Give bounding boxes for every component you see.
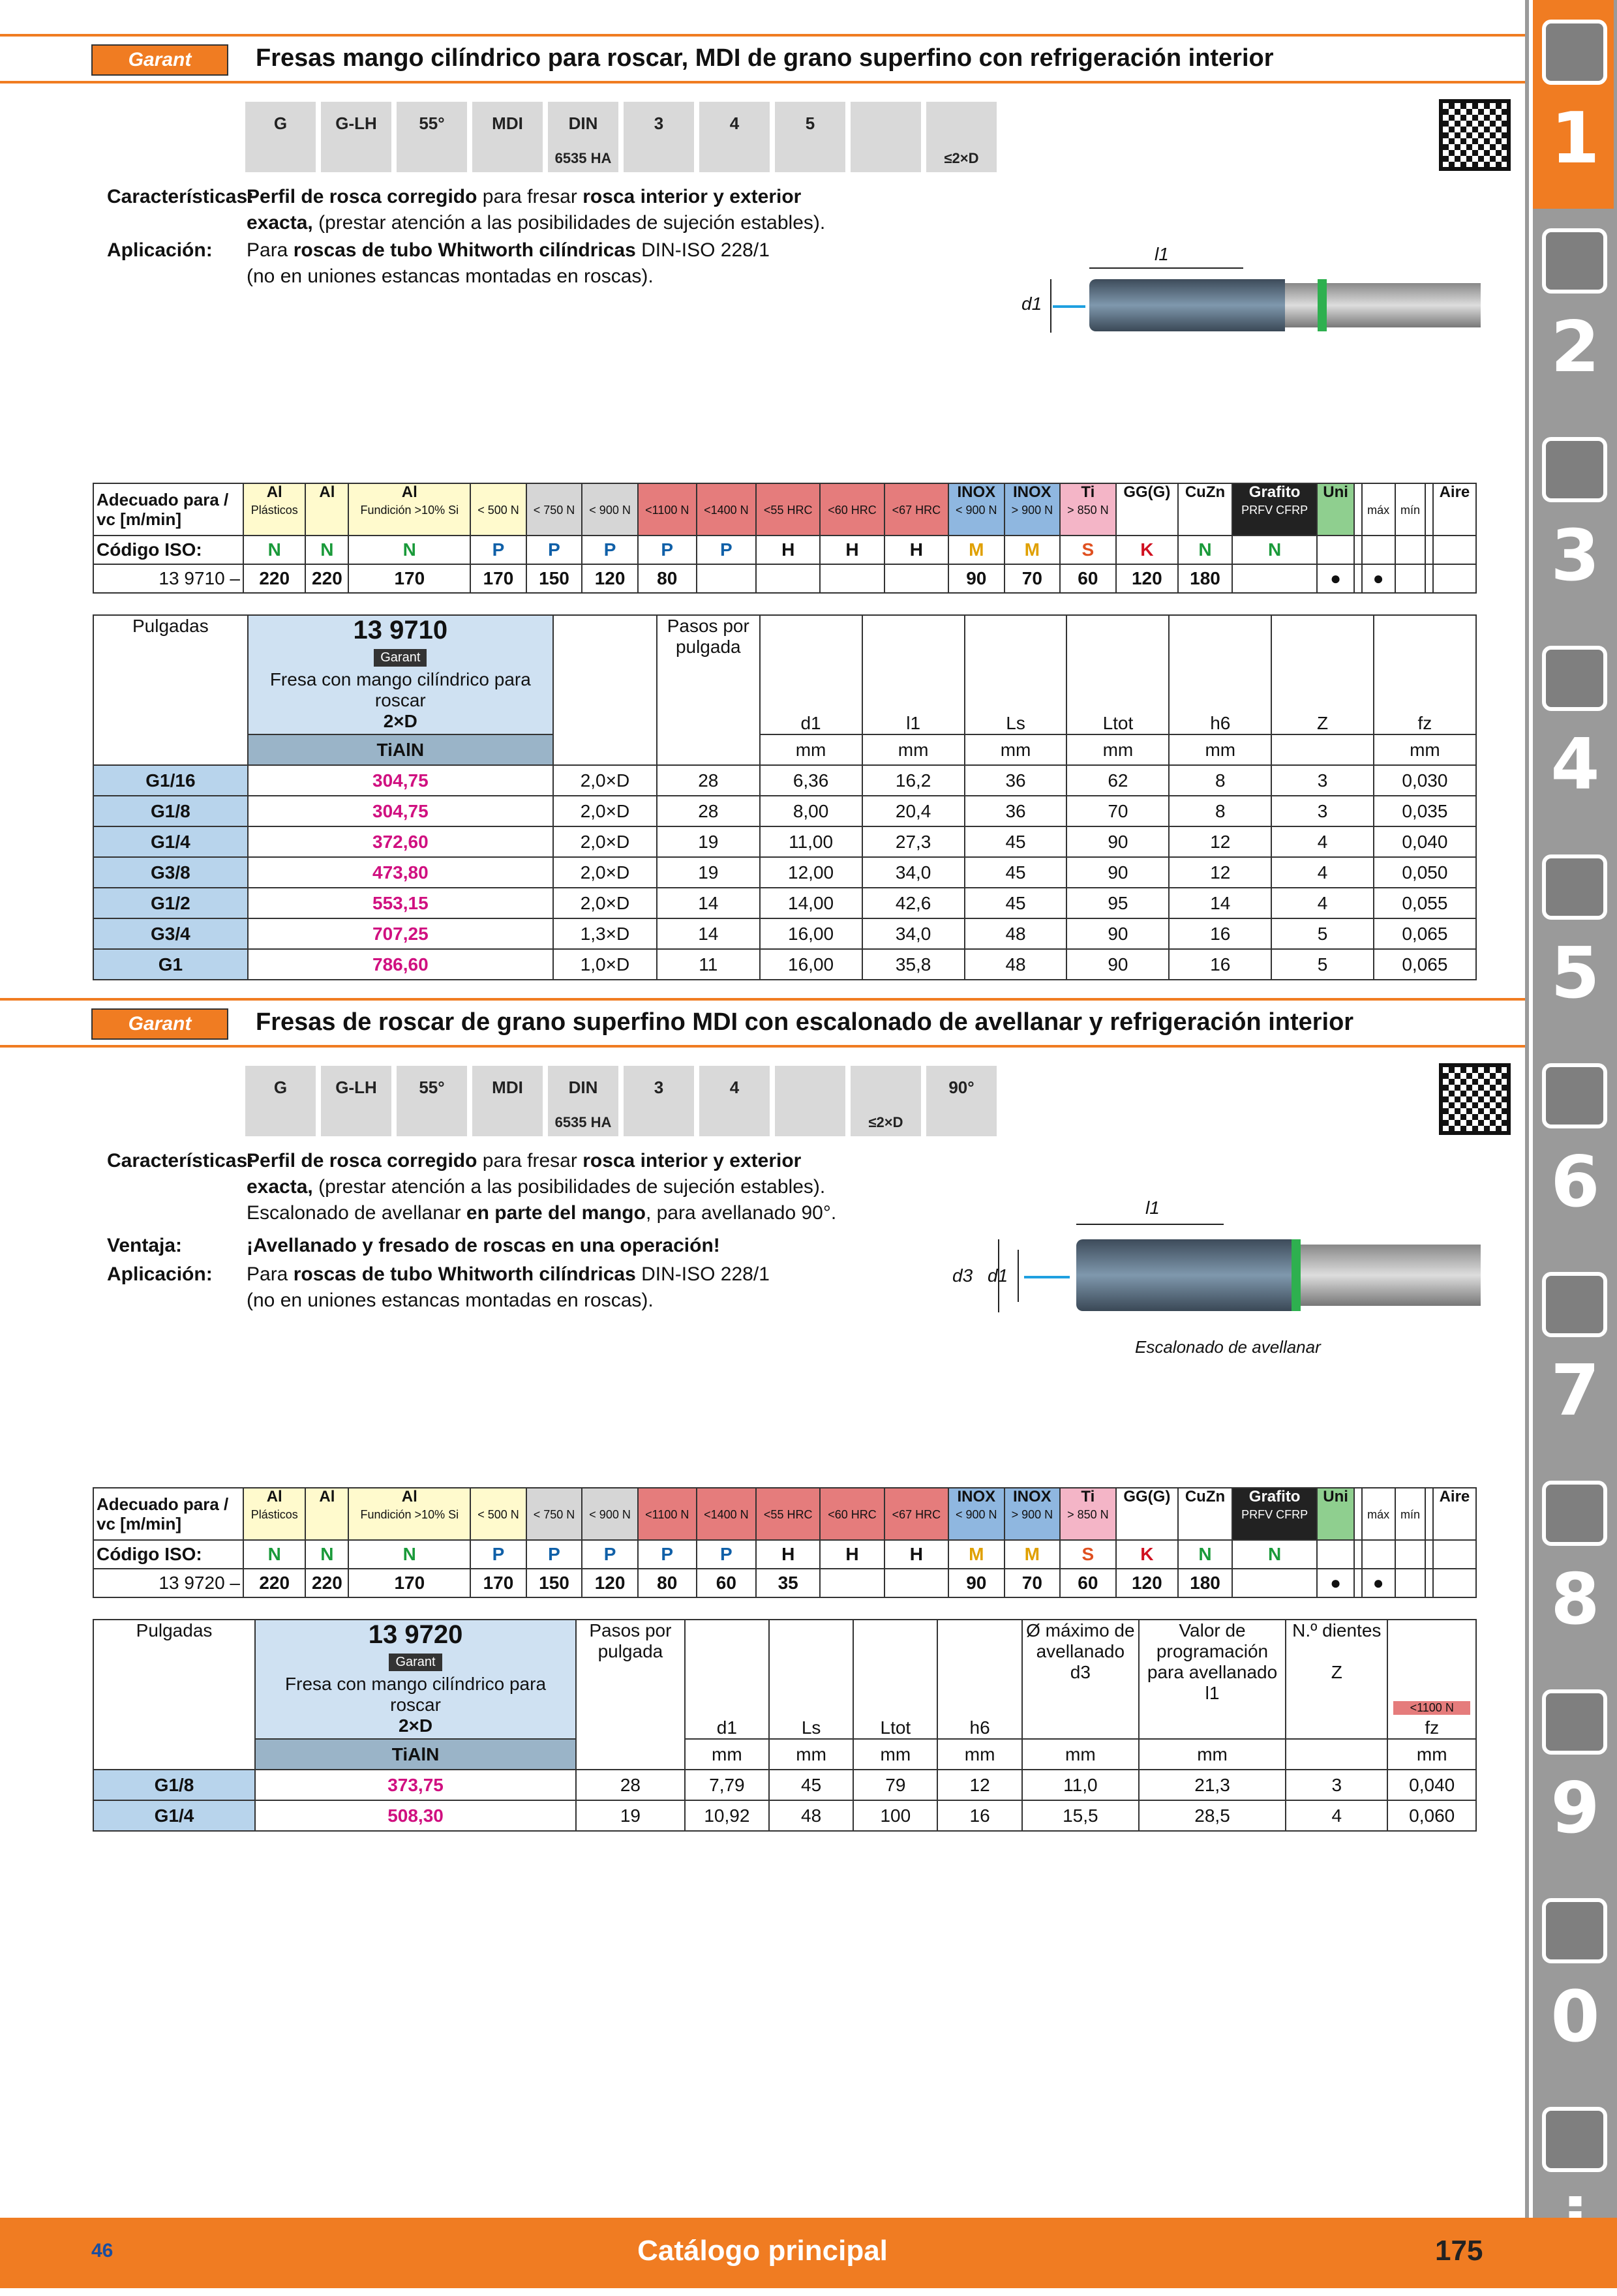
symbol-label: DIN bbox=[568, 113, 598, 133]
thread-icon bbox=[553, 615, 657, 765]
iso-code bbox=[1433, 536, 1476, 564]
garant-logo: Garant bbox=[91, 1008, 228, 1040]
article-code: 13 9720 – bbox=[93, 1569, 243, 1597]
material-col: Al Fundición >10% Si bbox=[348, 483, 470, 536]
material-table-2 bbox=[93, 1487, 1477, 1598]
material-col: CuZn bbox=[1178, 1488, 1232, 1540]
cutting-speed bbox=[1395, 1569, 1426, 1597]
symbol-sublabel: ≤2×D bbox=[868, 1114, 903, 1130]
dim-d1-1: d1 bbox=[1021, 294, 1042, 314]
symbol-label: G bbox=[273, 113, 288, 133]
iso-code bbox=[1395, 1540, 1426, 1569]
property-symbol bbox=[624, 1066, 694, 1136]
article-header: 13 9720 Garant Fresa con mango cilíndrico para roscar 2×D bbox=[255, 1620, 576, 1739]
chapter-number: 0 bbox=[1550, 1976, 1600, 2058]
material-col: < 900 N bbox=[582, 483, 638, 536]
iso-code: N bbox=[1232, 1540, 1317, 1569]
col-head: fz bbox=[1374, 615, 1476, 734]
info-icon bbox=[1542, 2107, 1607, 2172]
unit: mm bbox=[1139, 1739, 1286, 1770]
pliers-icon bbox=[1542, 1272, 1607, 1337]
col-head: l1 bbox=[862, 615, 965, 734]
table-row: G1/4 372,60 2,0×D 19 11,00 27,3 45 90 12 4 0,040 bbox=[93, 826, 1476, 857]
property-symbol bbox=[926, 1066, 997, 1136]
table-row: G1 786,60 1,0×D 11 16,00 35,8 48 90 16 5 0,065 bbox=[93, 949, 1476, 980]
cutting-speed bbox=[756, 564, 820, 593]
chapter-number: 6 bbox=[1550, 1141, 1600, 1223]
col-inches: Pulgadas bbox=[93, 1620, 255, 1770]
col-head: Ltot bbox=[853, 1620, 937, 1739]
iso-code bbox=[1425, 1540, 1433, 1569]
material-col: CuZn bbox=[1178, 483, 1232, 536]
symbol-label: 55° bbox=[419, 1078, 445, 1097]
cutting-speed bbox=[1425, 564, 1433, 593]
col-pitch: Pasos por pulgada bbox=[576, 1620, 685, 1770]
unit: mm bbox=[760, 734, 862, 765]
iso-code: N bbox=[348, 536, 470, 564]
table-row: G3/8 473,80 2,0×D 19 12,00 34,0 45 90 12 4 0,050 bbox=[93, 857, 1476, 888]
cutting-speed: 60 bbox=[1060, 564, 1116, 593]
chapter-tab-7[interactable] bbox=[1529, 1461, 1614, 1670]
cutting-speed: ● bbox=[1362, 564, 1395, 593]
material-col: Aire bbox=[1433, 1488, 1476, 1540]
cutting-speed: 150 bbox=[526, 1569, 582, 1597]
qr-code-1[interactable] bbox=[1439, 99, 1511, 171]
symbol-label: DIN bbox=[568, 1078, 598, 1097]
cutting-speed bbox=[1354, 564, 1362, 593]
product-table-2 bbox=[93, 1619, 1477, 1832]
dim-l1-1: l1 bbox=[1155, 244, 1169, 264]
property-symbol bbox=[472, 102, 543, 172]
iso-code: N bbox=[1178, 536, 1232, 564]
cutting-speed: 90 bbox=[948, 1569, 1005, 1597]
col-head: d1 bbox=[760, 615, 862, 734]
iso-code: P bbox=[470, 1540, 526, 1569]
chapter-number: 1 bbox=[1550, 98, 1600, 179]
step-caption: Escalonado de avellanar bbox=[1135, 1337, 1321, 1357]
cutting-speed: 70 bbox=[1005, 564, 1061, 593]
chapter-tab-0[interactable] bbox=[1529, 0, 1614, 209]
iso-code: N bbox=[305, 1540, 348, 1569]
iso-code bbox=[1395, 536, 1426, 564]
cutting-speed: 220 bbox=[305, 1569, 348, 1597]
iso-code: M bbox=[1005, 536, 1061, 564]
unit bbox=[1286, 1739, 1387, 1770]
tool-image-1 bbox=[1089, 279, 1481, 331]
cutting-speed: 60 bbox=[697, 1569, 756, 1597]
property-symbol bbox=[321, 102, 391, 172]
iso-code: K bbox=[1116, 1540, 1178, 1569]
material-col: <60 HRC bbox=[820, 1488, 884, 1540]
section-title-2: Fresas de roscar de grano superfino MDI con escalonado de avellanar y refrigeración interior bbox=[256, 1008, 1354, 1036]
chapter-number: 2 bbox=[1550, 307, 1600, 388]
material-col: Ti > 850 N bbox=[1060, 1488, 1116, 1540]
symbol-row-2 bbox=[245, 1066, 997, 1136]
chapter-number: 5 bbox=[1550, 933, 1600, 1014]
chapter-number: 9 bbox=[1550, 1768, 1600, 1849]
drill-icon bbox=[1542, 20, 1607, 85]
table-row: G1/4 508,30 19 10,92 48 100 16 15,5 28,5 4 0,060 bbox=[93, 1800, 1476, 1831]
cutting-speed bbox=[1433, 564, 1476, 593]
material-col: máx bbox=[1362, 483, 1395, 536]
cutting-speed bbox=[1425, 1569, 1433, 1597]
chapter-tab-4[interactable] bbox=[1529, 835, 1614, 1044]
iso-code bbox=[1433, 1540, 1476, 1569]
cutting-speed: 80 bbox=[638, 1569, 697, 1597]
footer bbox=[0, 2218, 1617, 2288]
cutting-speed bbox=[1232, 1569, 1317, 1597]
unit: mm bbox=[1387, 1739, 1476, 1770]
iso-code: N bbox=[1178, 1540, 1232, 1569]
chapter-tab-8[interactable] bbox=[1529, 1670, 1614, 1879]
symbol-label: 3 bbox=[654, 113, 664, 133]
symbol-label: 55° bbox=[419, 113, 445, 133]
symbol-row-1 bbox=[245, 102, 997, 172]
material-col: <1400 N bbox=[697, 483, 756, 536]
iso-code: N bbox=[1232, 536, 1317, 564]
material-col: <60 HRC bbox=[820, 483, 884, 536]
cutting-speed: 220 bbox=[243, 564, 305, 593]
iso-label: Código ISO: bbox=[93, 536, 243, 564]
chapter-number: 8 bbox=[1550, 1559, 1600, 1640]
page-number-left: 46 bbox=[91, 2240, 113, 2261]
cutting-speed bbox=[1395, 564, 1426, 593]
material-col: Al Plásticos bbox=[243, 1488, 305, 1540]
symbol-sublabel: 6535 HA bbox=[554, 1114, 612, 1130]
material-col: Ti > 850 N bbox=[1060, 483, 1116, 536]
property-symbol bbox=[245, 1066, 316, 1136]
cutting-speed: 170 bbox=[470, 564, 526, 593]
tool-image-2 bbox=[1076, 1239, 1481, 1311]
iso-code bbox=[1354, 536, 1362, 564]
iso-code bbox=[1317, 536, 1354, 564]
coating: TiAlN bbox=[255, 1739, 576, 1770]
caliper-icon bbox=[1542, 646, 1607, 711]
chapter-tab-5[interactable] bbox=[1529, 1044, 1614, 1252]
cutting-speed bbox=[884, 564, 948, 593]
iso-code: P bbox=[697, 536, 756, 564]
property-symbol bbox=[472, 1066, 543, 1136]
chapter-tab-bar bbox=[1525, 0, 1617, 2218]
material-col: Al Fundición >10% Si bbox=[348, 1488, 470, 1540]
iso-code: N bbox=[305, 536, 348, 564]
cutting-speed: 120 bbox=[1116, 1569, 1178, 1597]
material-col: <67 HRC bbox=[884, 483, 948, 536]
iso-code: M bbox=[948, 1540, 1005, 1569]
iso-code: P bbox=[470, 536, 526, 564]
dim-d1-2: d1 bbox=[988, 1265, 1008, 1286]
property-symbol bbox=[397, 1066, 467, 1136]
col-fz: <1100 N fz bbox=[1387, 1620, 1476, 1739]
symbol-label: 5 bbox=[805, 113, 815, 133]
iso-code: P bbox=[582, 536, 638, 564]
chapter-tab-9[interactable] bbox=[1529, 1879, 1614, 2087]
iso-code bbox=[1362, 1540, 1395, 1569]
material-col: INOX < 900 N bbox=[948, 1488, 1005, 1540]
chapter-number: 4 bbox=[1550, 724, 1600, 806]
iso-code: P bbox=[697, 1540, 756, 1569]
table-row: G1/8 373,75 28 7,79 45 79 12 11,0 21,3 3 0,040 bbox=[93, 1770, 1476, 1800]
iso-code bbox=[1317, 1540, 1354, 1569]
material-col: INOX > 900 N bbox=[1005, 483, 1061, 536]
table-row: G1/16 304,75 2,0×D 28 6,36 16,2 36 62 8 3 0,030 bbox=[93, 765, 1476, 796]
property-symbol bbox=[245, 102, 316, 172]
cutting-speed: 120 bbox=[582, 564, 638, 593]
col-pitch: Pasos por pulgada bbox=[657, 615, 759, 765]
unit: mm bbox=[853, 1739, 937, 1770]
symbol-label: G-LH bbox=[335, 1078, 377, 1097]
cutting-speed: 150 bbox=[526, 564, 582, 593]
col-programming: Valor de programación para avellanado l1 bbox=[1139, 1620, 1286, 1739]
iso-code: S bbox=[1060, 1540, 1116, 1569]
material-col: máx bbox=[1362, 1488, 1395, 1540]
iso-code: P bbox=[526, 536, 582, 564]
cutting-speed bbox=[820, 1569, 884, 1597]
cutting-speed: 120 bbox=[1116, 564, 1178, 593]
cutting-speed: 35 bbox=[756, 1569, 820, 1597]
cutting-speed: 70 bbox=[1005, 1569, 1061, 1597]
unit: mm bbox=[769, 1739, 853, 1770]
property-symbol bbox=[548, 1066, 618, 1136]
section-header-1 bbox=[0, 34, 1525, 83]
iso-code: H bbox=[884, 1540, 948, 1569]
iso-code bbox=[1354, 1540, 1362, 1569]
chapter-tab-6[interactable] bbox=[1529, 1252, 1614, 1461]
section-title-1: Fresas mango cilíndrico para roscar, MDI de grano superfino con refrigeración interior bbox=[256, 44, 1274, 72]
material-col: Al Plásticos bbox=[243, 483, 305, 536]
symbol-label: MDI bbox=[492, 113, 523, 133]
suitable-label: Adecuado para / vc [m/min] bbox=[93, 483, 243, 536]
cabinet-icon bbox=[1542, 1689, 1607, 1755]
cutting-speed: 180 bbox=[1178, 1569, 1232, 1597]
iso-code: P bbox=[638, 536, 697, 564]
cutting-speed: 120 bbox=[582, 1569, 638, 1597]
cutting-speed bbox=[820, 564, 884, 593]
material-col: <67 HRC bbox=[884, 1488, 948, 1540]
symbol-label: 3 bbox=[654, 1078, 664, 1097]
safety-icon bbox=[1542, 1898, 1607, 1963]
chapter-tab-1[interactable] bbox=[1529, 209, 1614, 417]
wrench-icon bbox=[1542, 1063, 1607, 1128]
material-col: INOX < 900 N bbox=[948, 483, 1005, 536]
material-col: Aire bbox=[1433, 483, 1476, 536]
page-number-right: 175 bbox=[1435, 2235, 1483, 2267]
material-col: mín bbox=[1395, 1488, 1426, 1540]
iso-code: H bbox=[756, 536, 820, 564]
material-col: GG(G) bbox=[1116, 483, 1178, 536]
material-col bbox=[1354, 483, 1362, 536]
property-symbol bbox=[699, 102, 770, 172]
cutting-speed: 170 bbox=[348, 564, 470, 593]
unit: mm bbox=[862, 734, 965, 765]
material-col: < 500 N bbox=[470, 483, 526, 536]
cutting-speed: ● bbox=[1317, 1569, 1354, 1597]
material-col: Al bbox=[305, 483, 348, 536]
material-col: < 900 N bbox=[582, 1488, 638, 1540]
property-symbol bbox=[699, 1066, 770, 1136]
unit: mm bbox=[685, 1739, 769, 1770]
material-col: <55 HRC bbox=[756, 483, 820, 536]
col-head: Ltot bbox=[1066, 615, 1169, 734]
iso-code: H bbox=[756, 1540, 820, 1569]
symbol-label: 90° bbox=[948, 1078, 975, 1097]
property-symbol bbox=[548, 102, 618, 172]
symbol-label: MDI bbox=[492, 1078, 523, 1097]
product-table-1 bbox=[93, 614, 1477, 980]
iso-label: Código ISO: bbox=[93, 1540, 243, 1569]
cutting-speed bbox=[697, 564, 756, 593]
article-code: 13 9710 – bbox=[93, 564, 243, 593]
saw-icon bbox=[1542, 854, 1607, 920]
cutting-speed: 220 bbox=[243, 1569, 305, 1597]
col-countersink: Ø máximo de avellanado d3 bbox=[1022, 1620, 1139, 1739]
cutting-speed bbox=[1354, 1569, 1362, 1597]
property-symbol bbox=[926, 102, 997, 172]
material-col: GG(G) bbox=[1116, 1488, 1178, 1540]
material-col: Grafito PRFV CFRP bbox=[1232, 483, 1317, 536]
iso-code bbox=[1425, 536, 1433, 564]
symbol-sublabel: 6535 HA bbox=[554, 150, 612, 166]
dim-l1-2: l1 bbox=[1145, 1198, 1160, 1218]
chapter-number: 7 bbox=[1550, 1350, 1600, 1432]
iso-code: N bbox=[243, 536, 305, 564]
chapter-number: 3 bbox=[1550, 515, 1600, 597]
symbol-label: G bbox=[273, 1078, 288, 1097]
table-row: G1/2 553,15 2,0×D 14 14,00 42,6 45 95 14 4 0,055 bbox=[93, 888, 1476, 918]
col-head: Ls bbox=[769, 1620, 853, 1739]
col-head: Z bbox=[1271, 615, 1374, 734]
iso-code: N bbox=[348, 1540, 470, 1569]
property-symbol bbox=[321, 1066, 391, 1136]
cutting-speed: 170 bbox=[470, 1569, 526, 1597]
material-col: mín bbox=[1395, 483, 1426, 536]
iso-code: H bbox=[884, 536, 948, 564]
article-header: 13 9710 Garant Fresa con mango cilíndrico para roscar 2×D bbox=[248, 615, 553, 734]
material-col: < 500 N bbox=[470, 1488, 526, 1540]
iso-code: H bbox=[820, 536, 884, 564]
cutting-speed: 180 bbox=[1178, 564, 1232, 593]
iso-code: P bbox=[638, 1540, 697, 1569]
unit: mm bbox=[937, 1739, 1021, 1770]
chapter-tab-3[interactable] bbox=[1529, 626, 1614, 835]
iso-code: N bbox=[243, 1540, 305, 1569]
suitable-label: Adecuado para / vc [m/min] bbox=[93, 1488, 243, 1540]
col-head: Ls bbox=[965, 615, 1067, 734]
material-col: <55 HRC bbox=[756, 1488, 820, 1540]
col-teeth: N.º dientes Z bbox=[1286, 1620, 1387, 1739]
insert-icon bbox=[1542, 228, 1607, 294]
material-col: Grafito PRFV CFRP bbox=[1232, 1488, 1317, 1540]
cutting-speed bbox=[884, 1569, 948, 1597]
symbol-label: G-LH bbox=[335, 113, 377, 133]
material-col: <1100 N bbox=[638, 483, 697, 536]
garant-logo: Garant bbox=[91, 44, 228, 76]
iso-code: M bbox=[1005, 1540, 1061, 1569]
unit bbox=[1271, 734, 1374, 765]
toolcase-icon bbox=[1542, 1481, 1607, 1546]
iso-code bbox=[1362, 536, 1395, 564]
cutting-speed: 80 bbox=[638, 564, 697, 593]
iso-code: S bbox=[1060, 536, 1116, 564]
dim-d3-2: d3 bbox=[952, 1265, 973, 1286]
iso-code: P bbox=[526, 1540, 582, 1569]
unit: mm bbox=[1066, 734, 1169, 765]
cutting-speed: 60 bbox=[1060, 1569, 1116, 1597]
unit: mm bbox=[1022, 1739, 1139, 1770]
material-col bbox=[1354, 1488, 1362, 1540]
qr-code-2[interactable] bbox=[1439, 1063, 1511, 1135]
reamer-icon bbox=[1542, 437, 1607, 502]
material-col bbox=[1425, 483, 1433, 536]
material-table-1 bbox=[93, 483, 1477, 594]
material-col: <1400 N bbox=[697, 1488, 756, 1540]
unit: mm bbox=[1169, 734, 1271, 765]
material-col: < 750 N bbox=[526, 1488, 582, 1540]
property-symbol bbox=[851, 1066, 921, 1136]
unit: mm bbox=[1374, 734, 1476, 765]
iso-code: M bbox=[948, 536, 1005, 564]
property-symbol bbox=[397, 102, 467, 172]
iso-code: K bbox=[1116, 536, 1178, 564]
col-inches: Pulgadas bbox=[93, 615, 248, 765]
material-col: INOX > 900 N bbox=[1005, 1488, 1061, 1540]
property-symbol bbox=[775, 102, 845, 172]
coating: TiAlN bbox=[248, 734, 553, 765]
material-col: Uni bbox=[1317, 483, 1354, 536]
cutting-speed: 170 bbox=[348, 1569, 470, 1597]
material-col: < 750 N bbox=[526, 483, 582, 536]
property-symbol bbox=[624, 102, 694, 172]
material-col: <1100 N bbox=[638, 1488, 697, 1540]
col-head: d1 bbox=[685, 1620, 769, 1739]
cutting-speed: 220 bbox=[305, 564, 348, 593]
table-row: G1/8 304,75 2,0×D 28 8,00 20,4 36 70 8 3 0,035 bbox=[93, 796, 1476, 826]
table-row: G3/4 707,25 1,3×D 14 16,00 34,0 48 90 16 5 0,065 bbox=[93, 918, 1476, 949]
material-col: Uni bbox=[1317, 1488, 1354, 1540]
footer-title: Catálogo principal bbox=[637, 2235, 888, 2267]
section-header-2 bbox=[0, 998, 1525, 1048]
iso-code: P bbox=[582, 1540, 638, 1569]
cutting-speed bbox=[1232, 564, 1317, 593]
col-head: h6 bbox=[937, 1620, 1021, 1739]
col-head: h6 bbox=[1169, 615, 1271, 734]
iso-code: H bbox=[820, 1540, 884, 1569]
property-symbol bbox=[775, 1066, 845, 1136]
cutting-speed: ● bbox=[1362, 1569, 1395, 1597]
symbol-label: 4 bbox=[729, 113, 740, 133]
material-col: Al bbox=[305, 1488, 348, 1540]
cutting-speed: ● bbox=[1317, 564, 1354, 593]
chapter-tab-2[interactable] bbox=[1529, 417, 1614, 626]
symbol-label: 4 bbox=[729, 1078, 740, 1097]
cutting-speed: 90 bbox=[948, 564, 1005, 593]
unit: mm bbox=[965, 734, 1067, 765]
symbol-sublabel: ≤2×D bbox=[944, 150, 979, 166]
material-col bbox=[1425, 1488, 1433, 1540]
property-symbol bbox=[851, 102, 921, 172]
cutting-speed bbox=[1433, 1569, 1476, 1597]
